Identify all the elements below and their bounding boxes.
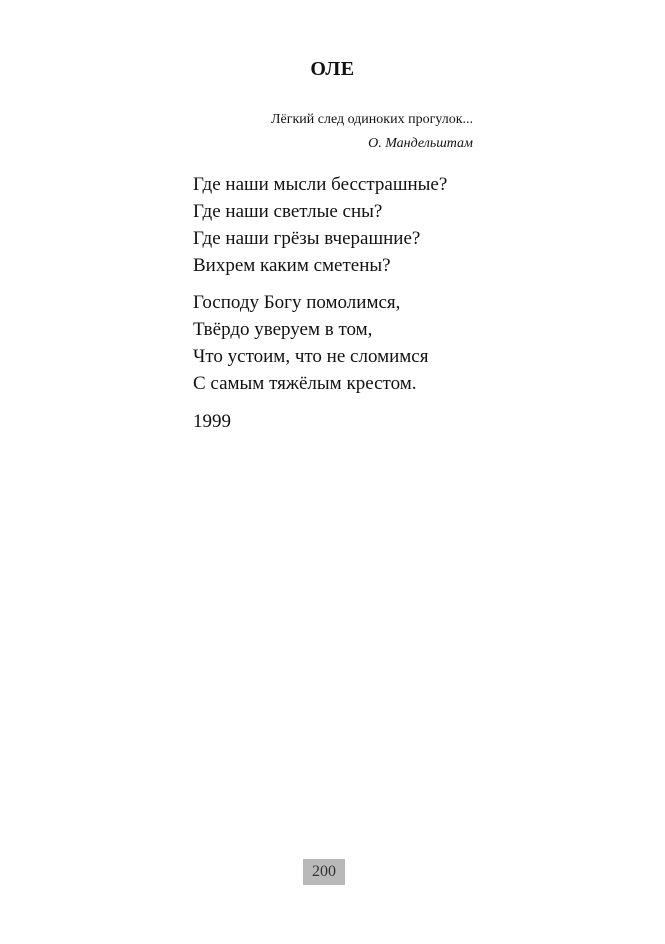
poem-line: Где наши светлые сны? — [193, 201, 383, 222]
poem-line: Где наши грёзы вчерашние? — [193, 228, 421, 249]
poem-line: Вихрем каким сметены? — [193, 255, 391, 276]
poem-title: ОЛЕ — [310, 58, 355, 80]
stanza-2 — [193, 289, 428, 397]
poem-line: Что устоим, что не сломимся — [193, 346, 429, 367]
page-number: 200 — [303, 859, 345, 885]
poem-line: С самым тяжёлым крестом. — [193, 373, 417, 394]
poem-line: Господу Богу помолимся, — [193, 292, 401, 313]
poem-year: 1999 — [193, 411, 231, 432]
poem-line: Где наши мысли бесстрашные? — [193, 174, 448, 195]
stanza-1 — [193, 171, 447, 279]
epigraph-author: О. Мандельштам — [368, 136, 473, 151]
poem-line: Твёрдо уверуем в том, — [193, 319, 373, 340]
epigraph — [271, 108, 473, 156]
epigraph-quote: Лёгкий след одиноких прогулок... — [271, 112, 473, 127]
